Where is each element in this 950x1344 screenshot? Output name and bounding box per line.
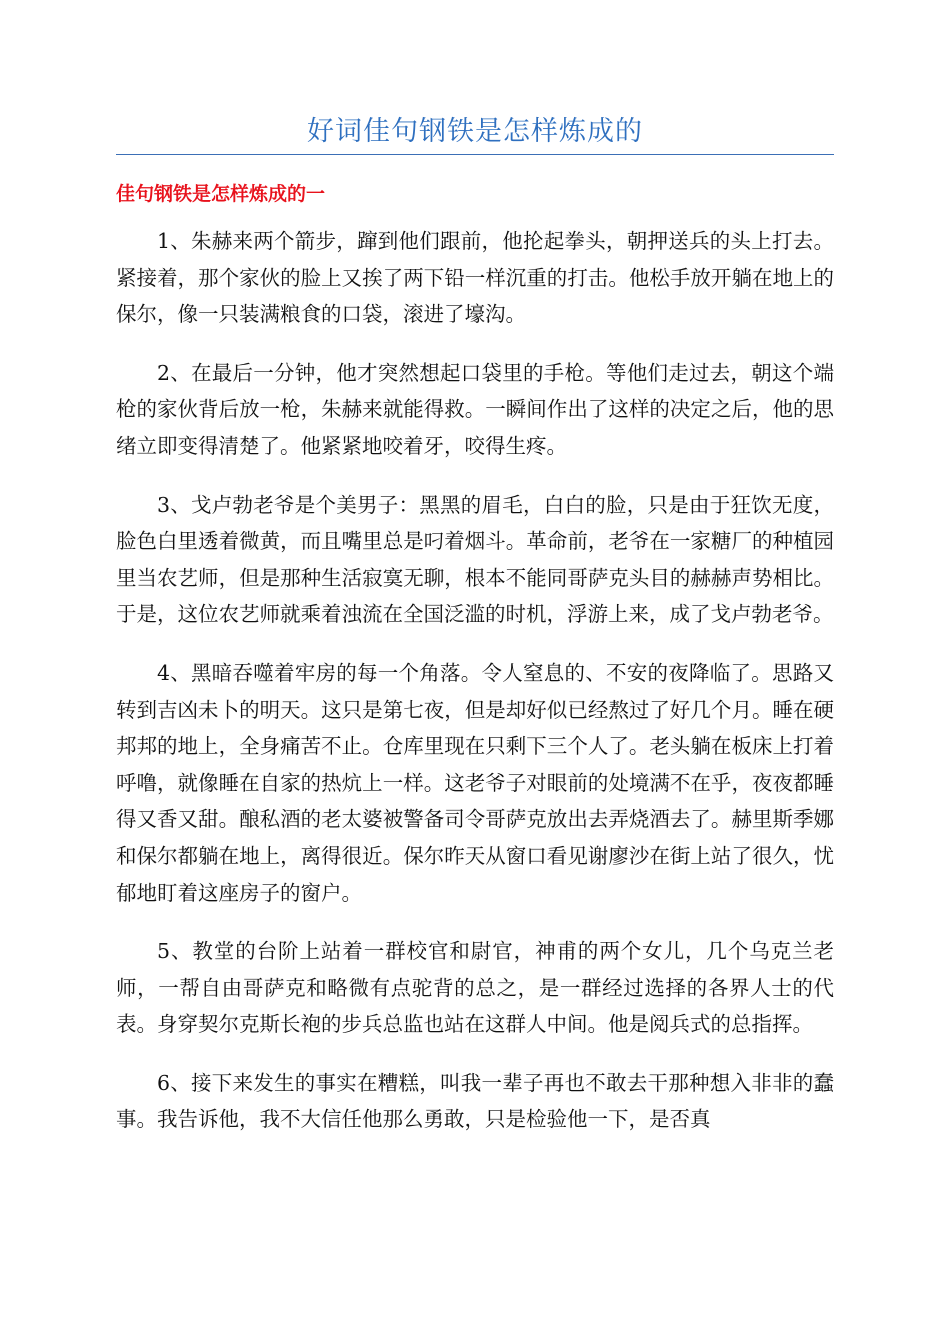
paragraph: 3、戈卢勃老爷是个美男子：黑黑的眉毛，白白的脸，只是由于狂饮无度，脸色白里透着微黄，而且嘴里总是叼着烟斗。革命前，老爷在一家糖厂的种植园里当农艺师，但是那种生活寂寞无聊，根本不能同哥萨克头目的赫赫声势相比。于是，这位农艺师就乘着浊流在全国泛滥的时机，浮游上来，成了戈卢勃老爷。	[116, 492, 834, 627]
paragraph: 1、朱赫来两个箭步，蹿到他们跟前，他抡起拳头，朝押送兵的头上打去。紧接着，那个家伙的脸上又挨了两下铅一样沉重的打击。他松手放开躺在地上的保尔，像一只装满粮食的口袋，滚进了壕沟。	[116, 229, 834, 327]
section-heading: 佳句钢铁是怎样炼成的一	[116, 183, 326, 205]
paragraph: 6、接下来发生的事实在糟糕，叫我一辈子再也不敢去干那种想入非非的蠢事。我告诉他，我不大信任他那么勇敢，只是检验他一下，是否真	[116, 1070, 834, 1132]
paragraph: 5、教堂的台阶上站着一群校官和尉官，神甫的两个女儿，几个乌克兰老师，一帮自由哥萨克和略微有点驼背的总之，是一群经过选择的各界人士的代表。身穿契尔克斯长袍的步兵总监也站在这群人中间。他是阅兵式的总指挥。	[116, 939, 834, 1037]
title-underline-divider	[116, 154, 834, 155]
paragraph: 4、黑暗吞噬着牢房的每一个角落。令人窒息的、不安的夜降临了。思路又转到吉凶未卜的明天。这只是第七夜，但是却好似已经熬过了好几个月。睡在硬邦邦的地上，全身痛苦不止。仓库里现在只剩下三个人了。老头躺在板床上打着呼噜，就像睡在自家的热炕上一样。这老爷子对眼前的处境满不在乎，夜夜都睡得又香又甜。酿私酒的老太婆被警备司令哥萨克放出去弄烧酒去了。赫里斯季娜和保尔都躺在地上，离得很近。保尔昨天从窗口看见谢廖沙在街上站了很久，忧郁地盯着这座房子的窗户。	[116, 660, 834, 905]
paragraph: 2、在最后一分钟，他才突然想起口袋里的手枪。等他们走过去，朝这个端枪的家伙背后放一枪，朱赫来就能得救。一瞬间作出了这样的决定之后，他的思绪立即变得清楚了。他紧紧地咬着牙，咬得生疼。	[116, 360, 834, 458]
document-body	[116, 223, 834, 1160]
document-title: 好词佳句钢铁是怎样炼成的	[307, 116, 643, 147]
